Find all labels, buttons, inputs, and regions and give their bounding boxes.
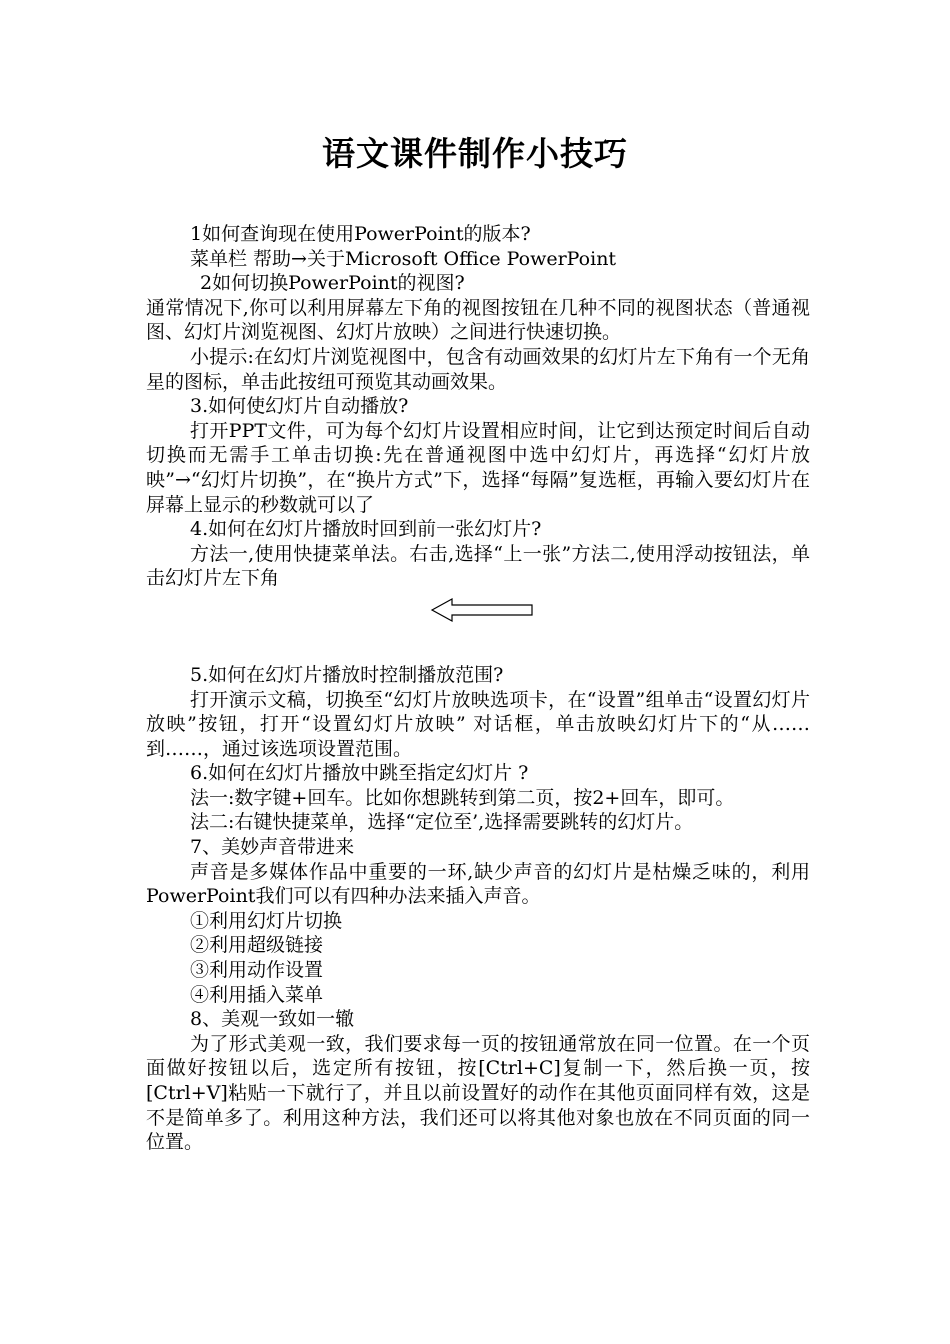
paragraph: 法二:右键快捷菜单，选择“定位至’,选择需要跳转的幻灯片。 [190, 811, 694, 834]
paragraph: 1如何查询现在使用PowerPoint的版本? [190, 223, 531, 245]
paragraph: 打开PPT文件，可为每个幻灯片设置相应时间，让它到达预定时间后自动切换而无需手工单击切换:先在普通视图中选中幻灯片，再选择“幻灯片放映”→“幻灯片切换”，在“换片方式”下，选择“每隔”复选框，再输入要幻灯片在屏幕上显示的秒数就可以了 [146, 419, 810, 516]
paragraph: 5.如何在幻灯片播放时控制播放范围? [190, 663, 504, 686]
paragraph: 2如何切换PowerPoint的视图? [200, 272, 465, 295]
paragraph: ②利用超级链接 [190, 934, 324, 957]
paragraph: 菜单栏 帮助→关于Microsoft Office PowerPoint [190, 247, 617, 270]
document-body [146, 222, 810, 1155]
paragraph: 7、美妙声音带进来 [190, 836, 355, 859]
paragraph: ④利用插入菜单 [190, 983, 324, 1006]
left-arrow-icon [430, 597, 534, 623]
paragraph: 小提示:在幻灯片浏览视图中，包含有动画效果的幻灯片左下角有一个无角星的图标，单击此按纽可预览其动画效果。 [146, 345, 810, 393]
paragraph: 法一:数字键+回车。比如你想跳转到第二页，按2+回车，即可。 [190, 786, 735, 809]
paragraph: 为了形式美观一致，我们要求每一页的按钮通常放在同一位置。在一个页面做好按钮以后，选定所有按钮，按[Ctrl+C]复制一下，然后换一页，按[Ctrl+V]粘贴一下就行了，并且以前设置好的动作在其他页面同样有效，这是不是简单多了。利用这种方法，我们还可以将其他对象也放在不同页面的同一位置。 [146, 1032, 810, 1154]
paragraph: 声音是多媒体作品中重要的一环,缺少声音的幻灯片是枯燥乏味的，利用PowerPoint我们可以有四种办法来插入声音。 [146, 860, 810, 908]
document-title: 语文课件制作小技巧 [322, 134, 628, 173]
paragraph: ③利用动作设置 [190, 959, 324, 982]
section-second [146, 663, 810, 1155]
section-first [146, 222, 810, 591]
arrow-figure [146, 591, 810, 651]
paragraph: 6.如何在幻灯片播放中跳至指定幻灯片 ? [190, 762, 529, 785]
paragraph: 通常情况下,你可以利用屏幕左下角的视图按钮在几种不同的视图状态（普通视图、幻灯片浏览视图、幻灯片放映）之间进行快速切换。 [146, 296, 810, 344]
paragraph: ①利用幻灯片切换 [190, 909, 343, 932]
paragraph: 方法一,使用快捷菜单法。右击,选择“上一张”方法二,使用浮动按钮法，单击幻灯片左下角 [146, 542, 810, 590]
paragraph: 8、美观一致如一辙 [190, 1008, 355, 1031]
paragraph: 打开演示文稿，切换至“幻灯片放映选项卡，在“设置”组单击“设置幻灯片放映”按钮，打开“设置幻灯片放映” 对话框，单击放映幻灯片下的“从……到……，通过该选项设置范围。 [146, 688, 810, 760]
paragraph: 4.如何在幻灯片播放时回到前一张幻灯片? [190, 518, 542, 541]
paragraph: 3.如何使幻灯片自动播放? [190, 395, 409, 418]
